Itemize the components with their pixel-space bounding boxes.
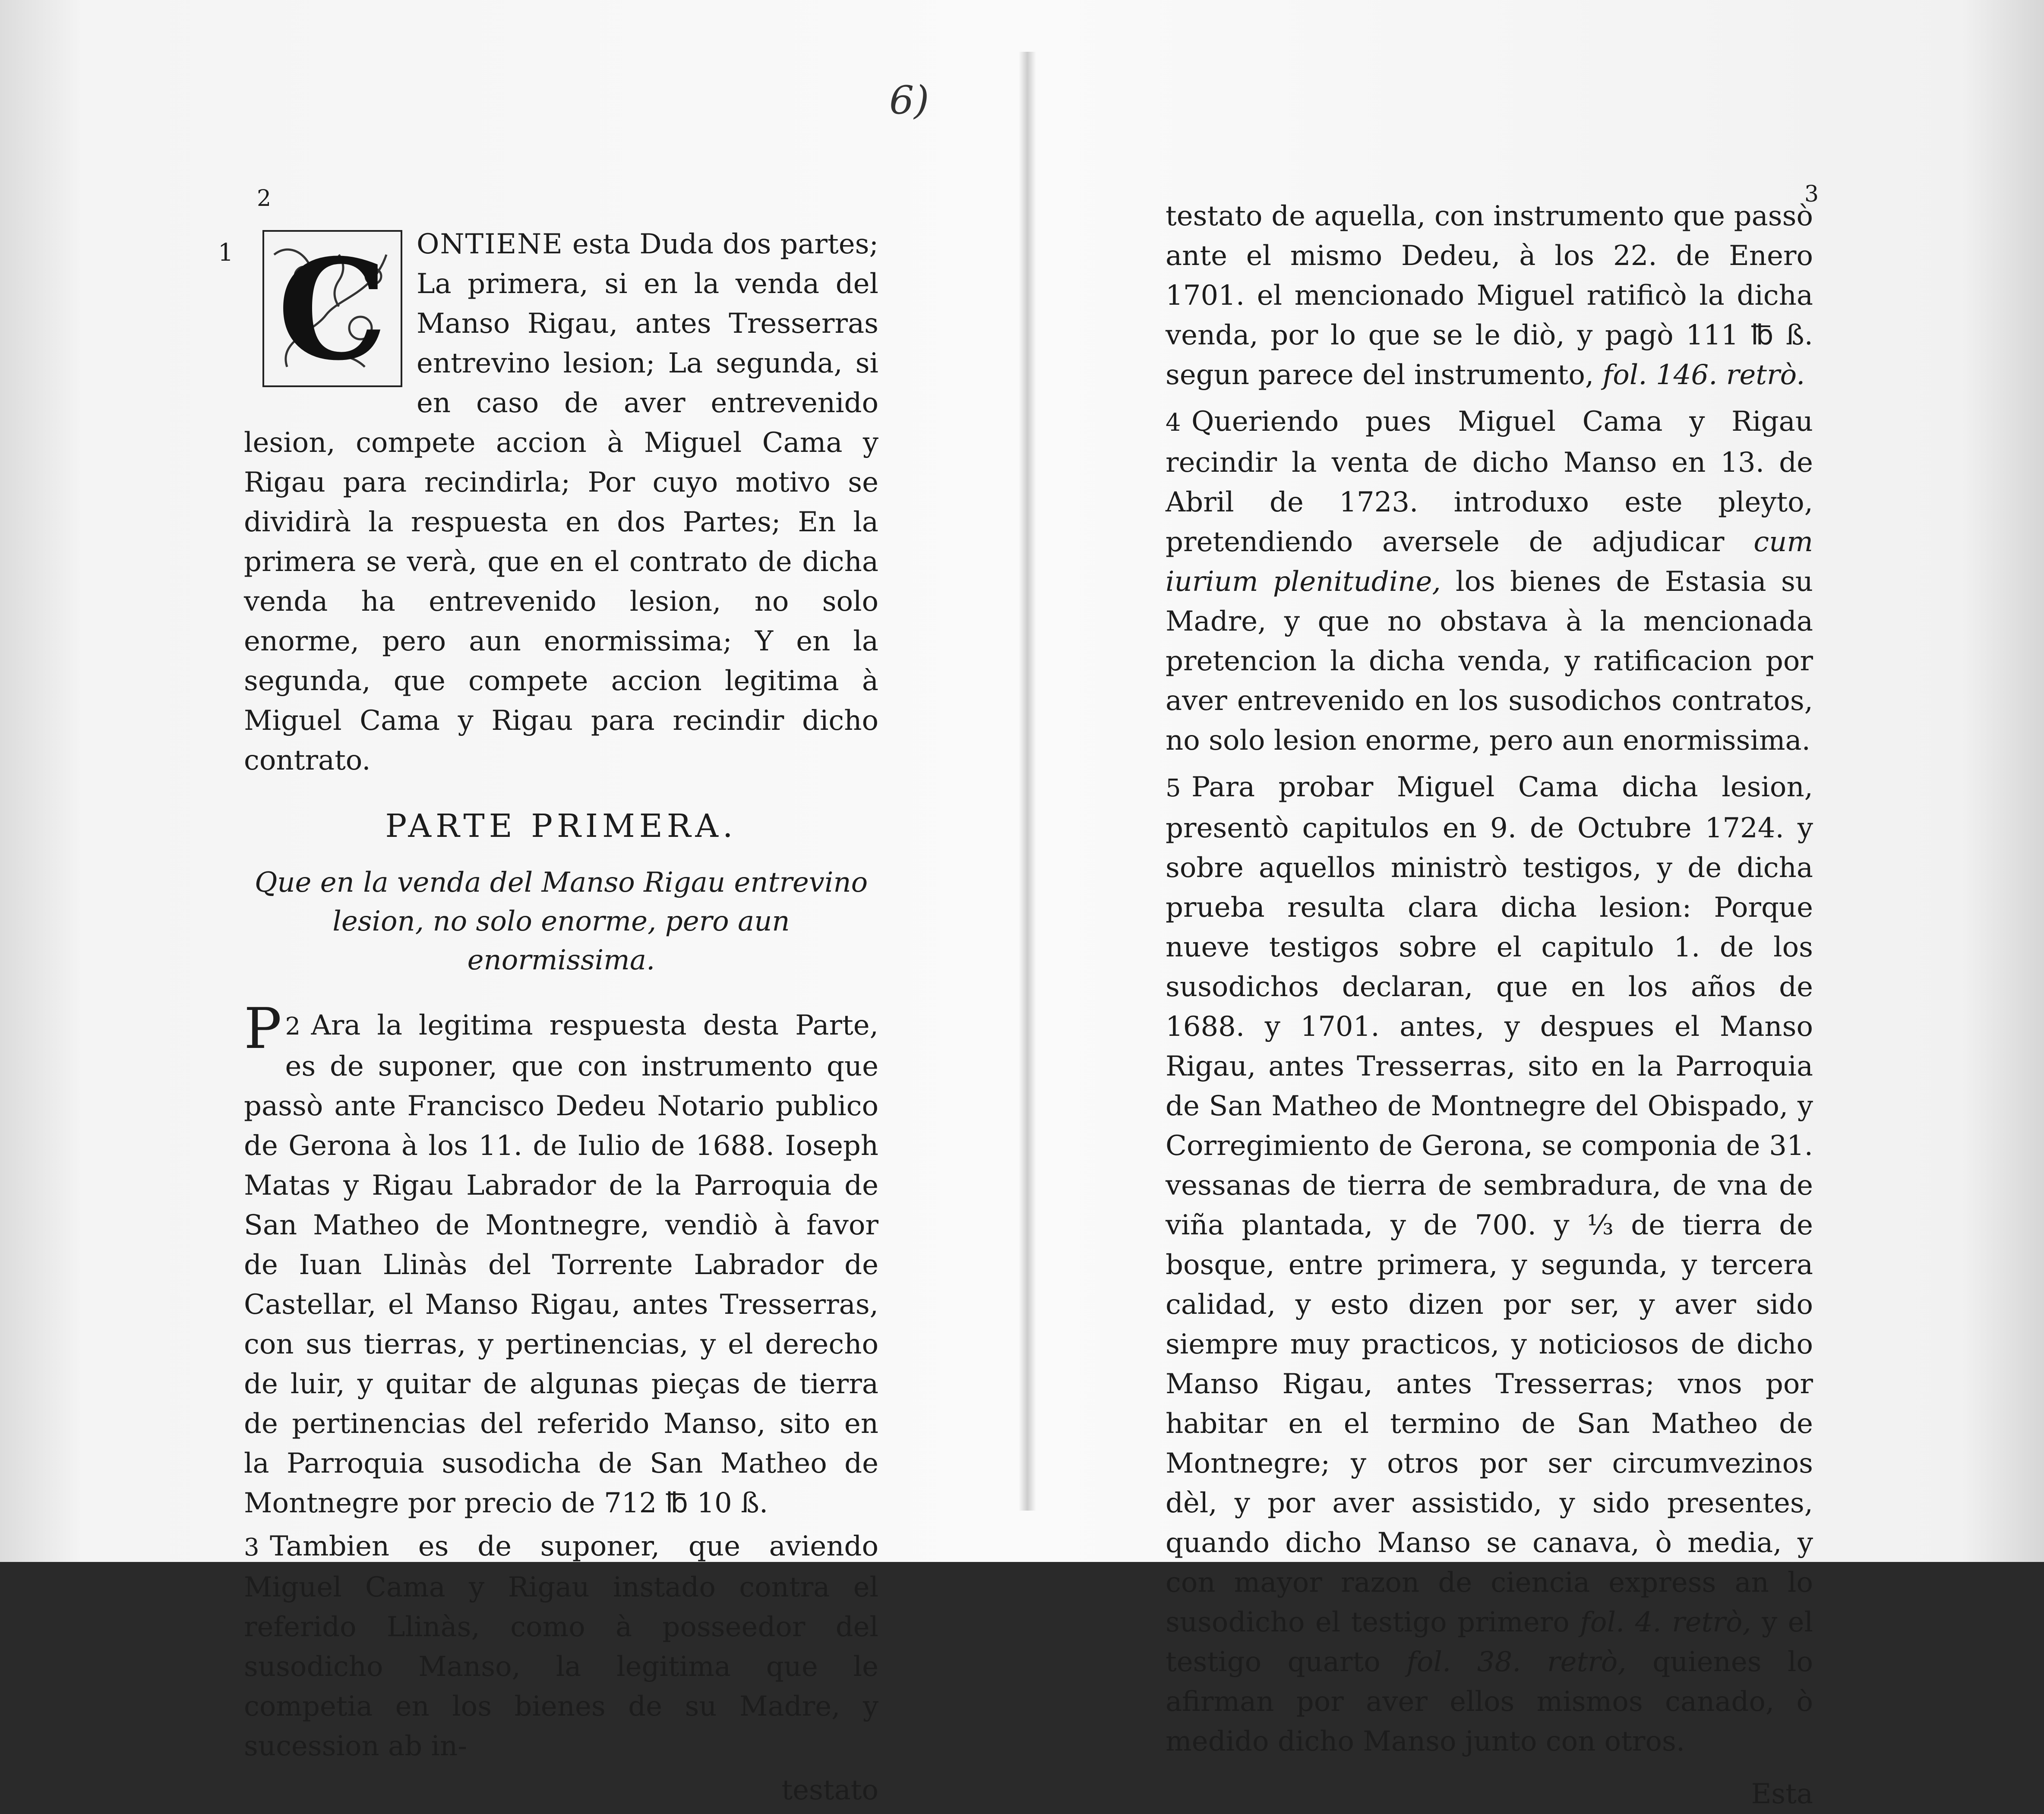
svg-text:C: C [277, 229, 388, 388]
catchword: testato [781, 1774, 878, 1806]
paragraph-5-text-c: quienes lo afirman por aver ellos mismos canado, ò medido dicho Manso junto con otros. [1166, 1646, 1813, 1757]
paragraph-number: 4 [1166, 409, 1181, 437]
paragraph-5-text-a: Para probar Miguel Cama dicha lesion, presentò capitulos en 9. de Octubre 1724. y sobre aquellos ministrò testigos, y de dicha prueba resulta clara dicha lesion: Porque nueve testigos sobre el capitulo 1. de los susodichos declaran, que en los años de 1688. y 1701. antes, y despues el Manso Rigau, antes Tresserras, sito en la Parroquia de San Matheo de Montnegre del Obispado, y Corregimiento de Gerona, se componia de 31. vessanas de tierra de sembradura, de vna de viña plantada, y de 700. y ⅓ de tierra de bosque, entre primera, y segunda, y tercera calidad, y esto dizen por ser, y aver sido siempre muy practicos, y noticiosos de dicho Manso Rigau, antes Tresserras; vnos por habitar en el termino de San Matheo de Montnegre; y otros por ser circumvezinos dèl, y por aver assistido, y sido presentes, quando dicho Manso se canava, ò media, y con mayor razon de ciencia express an lo susodicho el testigo primero [1166, 771, 1813, 1638]
paragraph-1-text: esta Duda dos partes; La primera, si en la venda del Manso Rigau, antes Tresserras entrevino lesion; La segunda, si en caso de aver entrevenido lesion, compete accion à Miguel Cama y Rigau para recindirla; Por cuyo motivo se dividirà la respuesta en dos Partes; En la primera se verà, que en el contrato de dicha venda ha entrevenido lesion, no solo enorme, pero aun enormissima; Y en la segunda, que compete accion legitima à Miguel Cama y Rigau para recindir dicho contrato. [244, 228, 878, 776]
initial-letter: P [244, 996, 282, 1061]
folio-reference: fol. 4. retrò, [1580, 1606, 1751, 1638]
right-page [1027, 0, 2044, 1810]
paragraph-3 [244, 1527, 878, 1766]
right-page-number: 3 [1804, 181, 1819, 207]
folio-reference: fol. 38. retrò, [1406, 1646, 1627, 1678]
paragraph-1 [218, 224, 878, 780]
paragraph-2 [244, 996, 878, 1523]
continued-text: testato de aquella, con instrumento que passò ante el mismo Dedeu, à los 22. de Enero 1701. el mencionado Miguel ratificò la dicha venda, por lo que se le diò, y pagò 111 ℔ ß. segun parece del instrumento, [1166, 200, 1813, 391]
paragraph-number: 5 [1166, 774, 1181, 802]
ornamental-dropcap [261, 229, 404, 388]
paragraph-2-text: Ara la legitima respuesta desta Parte, es de suponer, que con instrumento que passò ante Francisco Dedeu Notario publico de Gerona à los 11. de Iulio de 1688. Ioseph Matas y Rigau Labrador de la Parroquia de San Matheo de Montnegre, vendiò à favor de Iuan Llinàs del Torrente Labrador de Castellar, el Manso Rigau, antes Tresserras, con sus tierras, y pertinencias, y el derecho de luir, y quitar de algunas pieças de tierra de pertinencias del referido Manso, sito en la Parroquia susodicha de San Matheo de Montnegre por precio de 712 ℔ 10 ß. [244, 1010, 878, 1519]
paragraph-number: 3 [244, 1533, 259, 1562]
paragraph-4-text-a: Queriendo pues Miguel Cama y Rigau recindir la venta de dicho Manso en 13. de Abril de 1723. introduxo este pleyto, pretendiendo aversele de adjudicar [1166, 406, 1813, 558]
left-page-number: 2 [257, 186, 272, 211]
left-page-text [218, 224, 878, 1810]
paragraph-4 [1166, 402, 1813, 760]
paragraph-number: 1 [218, 239, 234, 267]
paragraph-number: 2 [285, 1013, 301, 1041]
paragraph-5 [1166, 767, 1813, 1761]
decorated-initial-icon [261, 229, 404, 388]
paragraph-5-text-b: y el testigo quarto [1166, 1606, 1813, 1678]
section-subheading: Que en la venda del Manso Rigau entrevino lesion, no solo enorme, pero aun enormissima. [254, 867, 868, 976]
folio-reference: fol. 146. retrò. [1602, 359, 1805, 391]
latin-phrase: cum iurium plenitudine, [1166, 526, 1813, 598]
folio-mark: 6) [889, 78, 929, 123]
paragraph-3-text: Tambien es de suponer, que aviendo Miguel Cama y Rigau instado contra el referido Llinàs, como à posseedor del susodicho Manso, la legitima que le competia en los bienes de su Madre, y sucession ab in- [244, 1530, 878, 1762]
lead-word: ONTIENE [417, 228, 563, 260]
right-page-text [1166, 196, 1813, 1814]
section-heading: PARTE PRIMERA. [385, 808, 737, 845]
paragraph-4-text-b: los bienes de Estasia su Madre, y que no obstava à la mencionada pretencion la dicha venda, y ratificacion por aver entrevenido en los susodichos contratos, no solo lesion enorme, pero aun enormissima. [1166, 566, 1813, 757]
continued-paragraph [1166, 196, 1813, 395]
catchword: Esta [1751, 1778, 1813, 1810]
